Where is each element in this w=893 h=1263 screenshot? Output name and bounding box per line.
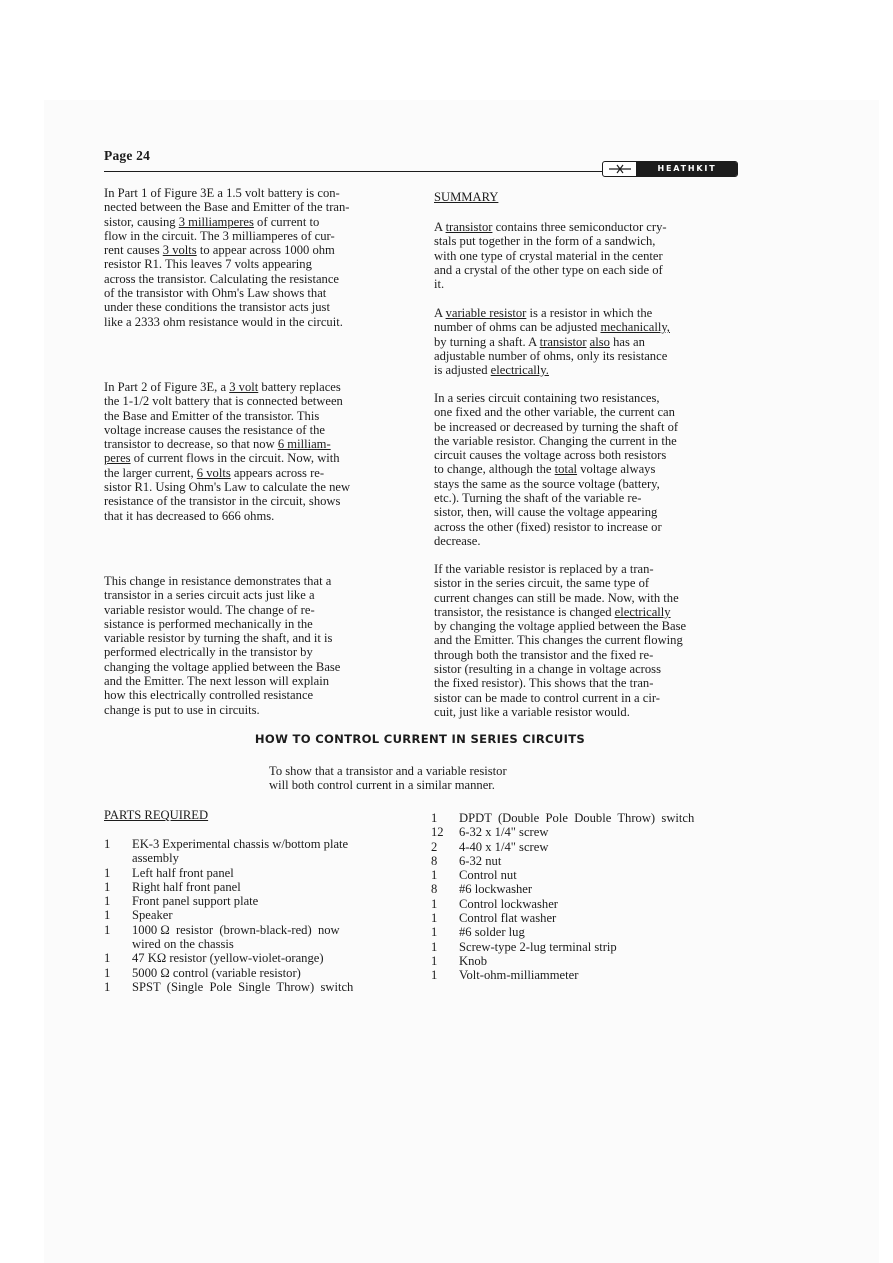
part-description: Screw-type 2-lug terminal strip <box>459 939 617 954</box>
part-quantity: 1 <box>104 965 111 980</box>
parts-list-item <box>431 954 741 968</box>
parts-list-item <box>104 966 414 980</box>
parts-list-item <box>104 908 414 922</box>
left-paragraph-2: In Part 2 of Figure 3E, a 3 volt battery replaces the 1-1/2 volt battery that is connected between the Base and Emitter of the transistor. This voltage increase causes the resistance of the transistor to decrease, so that now 6 milliam- peres of current flows in the circuit. Now, with the larger current, 6 volts appears across re- sistor R1. Using Ohm's Law to calculate the new resistance of the transistor in the circuit, shows that it has decreased to 666 ohms. <box>104 380 351 523</box>
part-description: 5000 Ω control (variable resistor) <box>132 965 301 980</box>
summary-paragraph-3: In a series circuit containing two resistances, one fixed and the other variable, the current can be increased or decreased by turning the shaft of the variable resistor. Changing the current in the circuit causes the voltage across both resistors to change, although the total voltage always stays the same as the source voltage (battery, etc.). Turning the shaft of the variable re- sistor, then, will cause the voltage appearing across the other (fixed) resistor to increase or decrease. <box>434 391 679 548</box>
parts-list-item <box>431 968 741 982</box>
page-number: Page 24 <box>104 148 151 163</box>
part-description: SPST (Single Pole Single Throw) switch <box>132 979 354 994</box>
parts-list-item <box>431 911 741 925</box>
parts-list-item <box>104 951 414 965</box>
heathkit-logo <box>602 161 738 177</box>
part-quantity: 12 <box>431 825 444 840</box>
part-description: Control nut <box>459 868 517 883</box>
part-quantity: 1 <box>431 896 438 911</box>
part-description: 6-32 nut <box>459 853 502 868</box>
parts-list-item <box>431 925 741 939</box>
part-description: #6 solder lug <box>459 925 525 940</box>
part-description: EK-3 Experimental chassis w/bottom plate assembly <box>132 837 349 866</box>
part-quantity: 1 <box>431 911 438 926</box>
part-quantity: 1 <box>104 894 111 909</box>
parts-required-title: PARTS REQUIRED <box>104 808 209 822</box>
part-quantity: 1 <box>104 922 111 937</box>
part-description: Left half front panel <box>132 865 234 880</box>
parts-list-item <box>104 866 414 880</box>
summary-paragraph-4: If the variable resistor is replaced by a tran- sistor in the series circuit, the same type of current changes can still be made. Now, with the transistor, the resistance is changed electrically by changing the voltage applied between the Base and the Emitter. This changes the current flowing through both the transistor and the fixed re- sistor (resulting in a change in voltage across the fixed resistor). This shows that the tran- sistor can be made to control current in a cir- cuit, just like a variable resistor would. <box>434 562 687 719</box>
part-description: Volt-ohm-milliammeter <box>459 968 579 983</box>
part-quantity: 8 <box>431 853 438 868</box>
part-description: 6-32 x 1/4" screw <box>459 825 549 840</box>
logo-wordmark: HEATHKIT <box>637 162 737 176</box>
part-description: 1000 Ω resistor (brown-black-red) now wired on the chassis <box>132 922 340 952</box>
part-quantity: 1 <box>431 811 438 825</box>
part-description: 4-40 x 1/4" screw <box>459 839 549 854</box>
part-quantity: 1 <box>431 939 438 954</box>
summary-paragraph-2: A variable resistor is a resistor in which the number of ohms can be adjusted mechanically, by turning a shaft. A transistor also has an adjustable number of ohms, only its resistance is adjusted electrically. <box>434 306 670 378</box>
section-heading: HOW TO CONTROL CURRENT IN SERIES CIRCUITS <box>254 732 586 746</box>
part-description: Control flat washer <box>459 911 557 926</box>
part-quantity: 1 <box>104 879 111 894</box>
parts-list-item <box>104 880 414 894</box>
part-quantity: 1 <box>431 953 438 968</box>
section-intro: To show that a transistor and a variable resistor will both control current in a similar manner. <box>269 764 507 793</box>
parts-list-item <box>431 940 741 954</box>
parts-list-item <box>431 897 741 911</box>
parts-list-item <box>104 923 414 952</box>
part-quantity: 1 <box>431 868 438 883</box>
logo-symbol-icon <box>603 162 637 176</box>
parts-list-right <box>431 811 741 983</box>
parts-list-item <box>104 837 414 866</box>
part-quantity: 1 <box>431 968 438 983</box>
parts-list-item <box>431 840 741 854</box>
parts-list-left <box>104 837 414 994</box>
part-description: Knob <box>459 953 487 968</box>
parts-list-item <box>104 894 414 908</box>
parts-list-item <box>431 825 741 839</box>
left-paragraph-3: This change in resistance demonstrates that a transistor in a series circuit acts just like a variable resistor would. The change of re- sistance is performed mechanically in the variable resistor by turning the shaft, and it is performed electrically in the transistor by changing the voltage applied between the Base and the Emitter. The next lesson will explain how this electrically controlled resistance change is put to use in circuits. <box>104 574 341 717</box>
part-description: 47 KΩ resistor (yellow-violet-orange) <box>132 951 324 966</box>
part-description: Right half front panel <box>132 879 241 894</box>
summary-title: SUMMARY <box>434 190 499 204</box>
summary-paragraph-1: A transistor contains three semiconductor cry- stals put together in the form of a sandwich, with one type of crystal material in the center and a crystal of the other type on each side of it. <box>434 220 667 292</box>
part-quantity: 1 <box>104 979 111 994</box>
parts-list-item <box>431 854 741 868</box>
header-rule <box>104 171 604 172</box>
part-quantity: 8 <box>431 882 438 897</box>
parts-list-item <box>431 868 741 882</box>
part-description: DPDT (Double Pole Double Throw) switch <box>459 811 695 825</box>
part-quantity: 2 <box>431 839 438 854</box>
part-quantity: 1 <box>104 837 111 851</box>
part-quantity: 1 <box>104 865 111 880</box>
part-quantity: 1 <box>104 908 111 923</box>
part-quantity: 1 <box>431 925 438 940</box>
part-description: Front panel support plate <box>132 894 259 909</box>
parts-list-item <box>431 882 741 896</box>
part-description: Control lockwasher <box>459 896 558 911</box>
parts-list-item <box>104 980 414 994</box>
left-paragraph-1: In Part 1 of Figure 3E a 1.5 volt battery is con- nected between the Base and Emitter of the tran- sistor, causing 3 milliamperes of current to flow in the circuit. The 3 milliamperes of cur- rent causes 3 volts to appear across 1000 ohm resistor R1. This leaves 7 volts appearing across the transistor. Calculating the resistance of the transistor with Ohm's Law shows that under these conditions the transistor acts just like a 2333 ohm resistance would in the circuit. <box>104 186 350 329</box>
part-description: #6 lockwasher <box>459 882 533 897</box>
parts-list-item <box>431 811 741 825</box>
part-quantity: 1 <box>104 951 111 966</box>
part-description: Speaker <box>132 908 173 923</box>
